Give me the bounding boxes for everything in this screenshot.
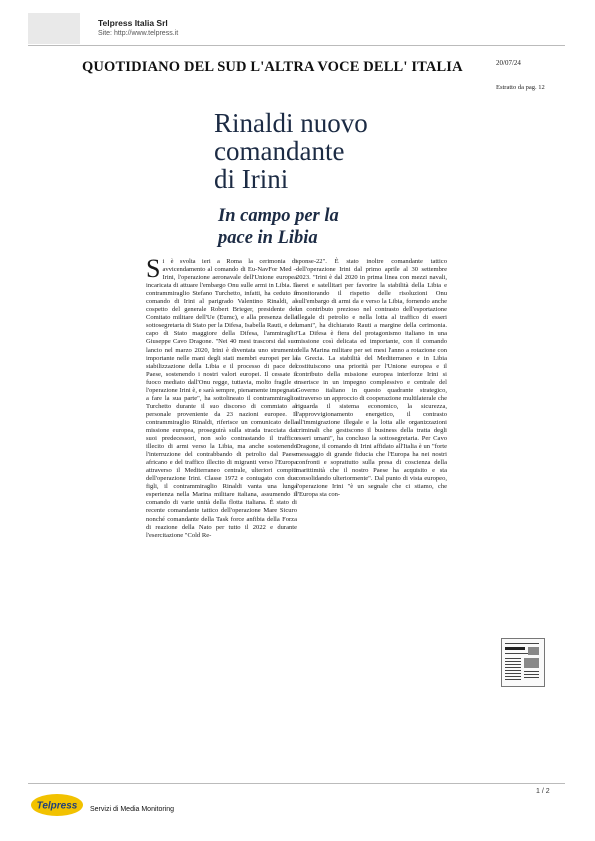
article-clipping: [128, 101, 556, 685]
footer-divider: [28, 783, 565, 784]
article-column-2-text: sponse-22". È stato inoltre comandante tattico dell'operazione Irini dal primo aprile al 30 settembre 2023. "Irini è dal 2020 in prima linea con mezzi navali, aerei e satellitari per favorire la stabilità della Libia e monitorando il rispetto delle risoluzioni Onu sull'embargo di armi da e verso la Libia, fornendo anche un contributo prezioso nel contrasto dell'esportazione illegale di petrolio e nella lotta al traffico di esseri umani", ha dichiarato Rauti a margine della cerimonia. "La Difesa è fiera del protagonismo italiano in una missione così delicata ed importante, con il comando della Marina militare per sei mesi l'anno a rotazione con la Grecia. La stabilità del Mediterraneo e in Libia costituiscono una priorità per l'Unione europea e il contributo della missione europea interforze Irini si inserisce in un impegno complessivo e centrale del Governo italiano in questo quadrante strategico, attraverso un approccio di cooperazione multilaterale che riguarda il sistema economico, la sicurezza, l'approvvigionamento energetico, il contrasto all'immigrazione illegale e la lotta alle organizzazioni criminali che gestiscono il business della tratta degli esseri umani", ha concluso la sottosegretaria. Per Cavo Dragone, il comando di Irini affidato all'Italia è un "forte messaggio di grande fiducia che l'Europa ha nei nostri confronti e soprattutto sulla presa di coscienza della marittimità che il nostro Paese ha acquisito e sta consolidando ulteriormente". Dal punto di vista europeo, l'operazione Irini "è un segnale che ci stiamo, che l'Europa sta con-: [296, 258, 447, 499]
page-number: 1 / 2: [536, 788, 550, 795]
svg-text:Telpress: Telpress: [36, 800, 78, 812]
drop-cap: S: [146, 254, 161, 283]
article-title: Rinaldi nuovo comandante di Irini: [214, 108, 368, 194]
header-divider: [28, 45, 565, 46]
article-column-1: [146, 254, 297, 540]
company-site: Site: http://www.telpress.it: [98, 30, 179, 37]
company-name: Telpress Italia Srl: [98, 18, 168, 28]
publication-date: 20/07/24: [496, 59, 521, 67]
article-column-2: [296, 258, 447, 499]
telpress-logo-icon: [30, 793, 84, 817]
article-subtitle: In campo per la pace in Libia: [218, 206, 339, 248]
extract-page: Estratto da pag. 12: [496, 84, 545, 91]
page-thumbnail-icon: [501, 638, 545, 687]
article-column-1-text: i è svolta ieri a Roma la cerimonia di avvicendamento al comando di Eu-NavFor Med – Irini, l'operazione aeronavale dell'Unione europea incaricata di attuare l'embargo Onu sulle armi in Libia. Il contrammiraglio Stefano Turchetto, infatti, ha ceduto il comando di Irini al parigrado Valentino Rinaldi, al cospetto del generale Robert Brieger, presidente del Comitato militare dell'Ue (Eumc), e alla presenza della sottosegretaria di Stato per la Difesa, Isabella Rauti, e del capo di Stato maggiore della Difesa, l'ammiraglio Giuseppe Cavo Dragone. "Nei 40 mesi trascorsi dal suo lancio nel marzo 2020, Irini è diventata uno strumento importante nelle mani degli stati membri europei per la stabilizzazione della Libia e il processo di pace del Paese, sostenendo i nostri valori europei. Il cessate il fuoco mediato dall'Onu regge, tuttavia, molto fragile e l'operazione Irini è, e sarà sempre, pienamente impegnata a fare la sua parte", ha sottolineato il contrammiraglio Turchetto durante il suo discorso di commiato al personale proveniente da 23 nazioni europee. Il contrammiraglio Rinaldi, riferisce un comunicato della missione europea, proseguirà sulla strada tracciata dai suoi predecessori, non solo contrastando il traffico illecito di armi verso la Libia, ma anche sostenendo l'interruzione del contrabbando di petrolio dal Paese africano e del traffico illecito di migranti verso l'Europa attraverso il Mediterraneo centrale, ulteriori compiti dell'operazione Irini. Classe 1972 e coniugato con due figli, il contrammiraglio Rinaldi vanta una lunga esperienza nella Marina militare italiana, assumendo il comando di varie unità della flotta italiana. È stato di recente comandante tattico dell'operazione Mare Sicuro nonché comandante della Task force anfibia della Forza di reazione della Nato per tutto il 2022 e durante l'esercitazione "Cold Re-: [146, 258, 297, 539]
footer-service-text: Servizi di Media Monitoring: [90, 806, 175, 813]
publication-name: QUOTIDIANO DEL SUD L'ALTRA VOCE DELL' ITALIA: [82, 59, 463, 75]
header-logo-placeholder: [28, 13, 80, 44]
